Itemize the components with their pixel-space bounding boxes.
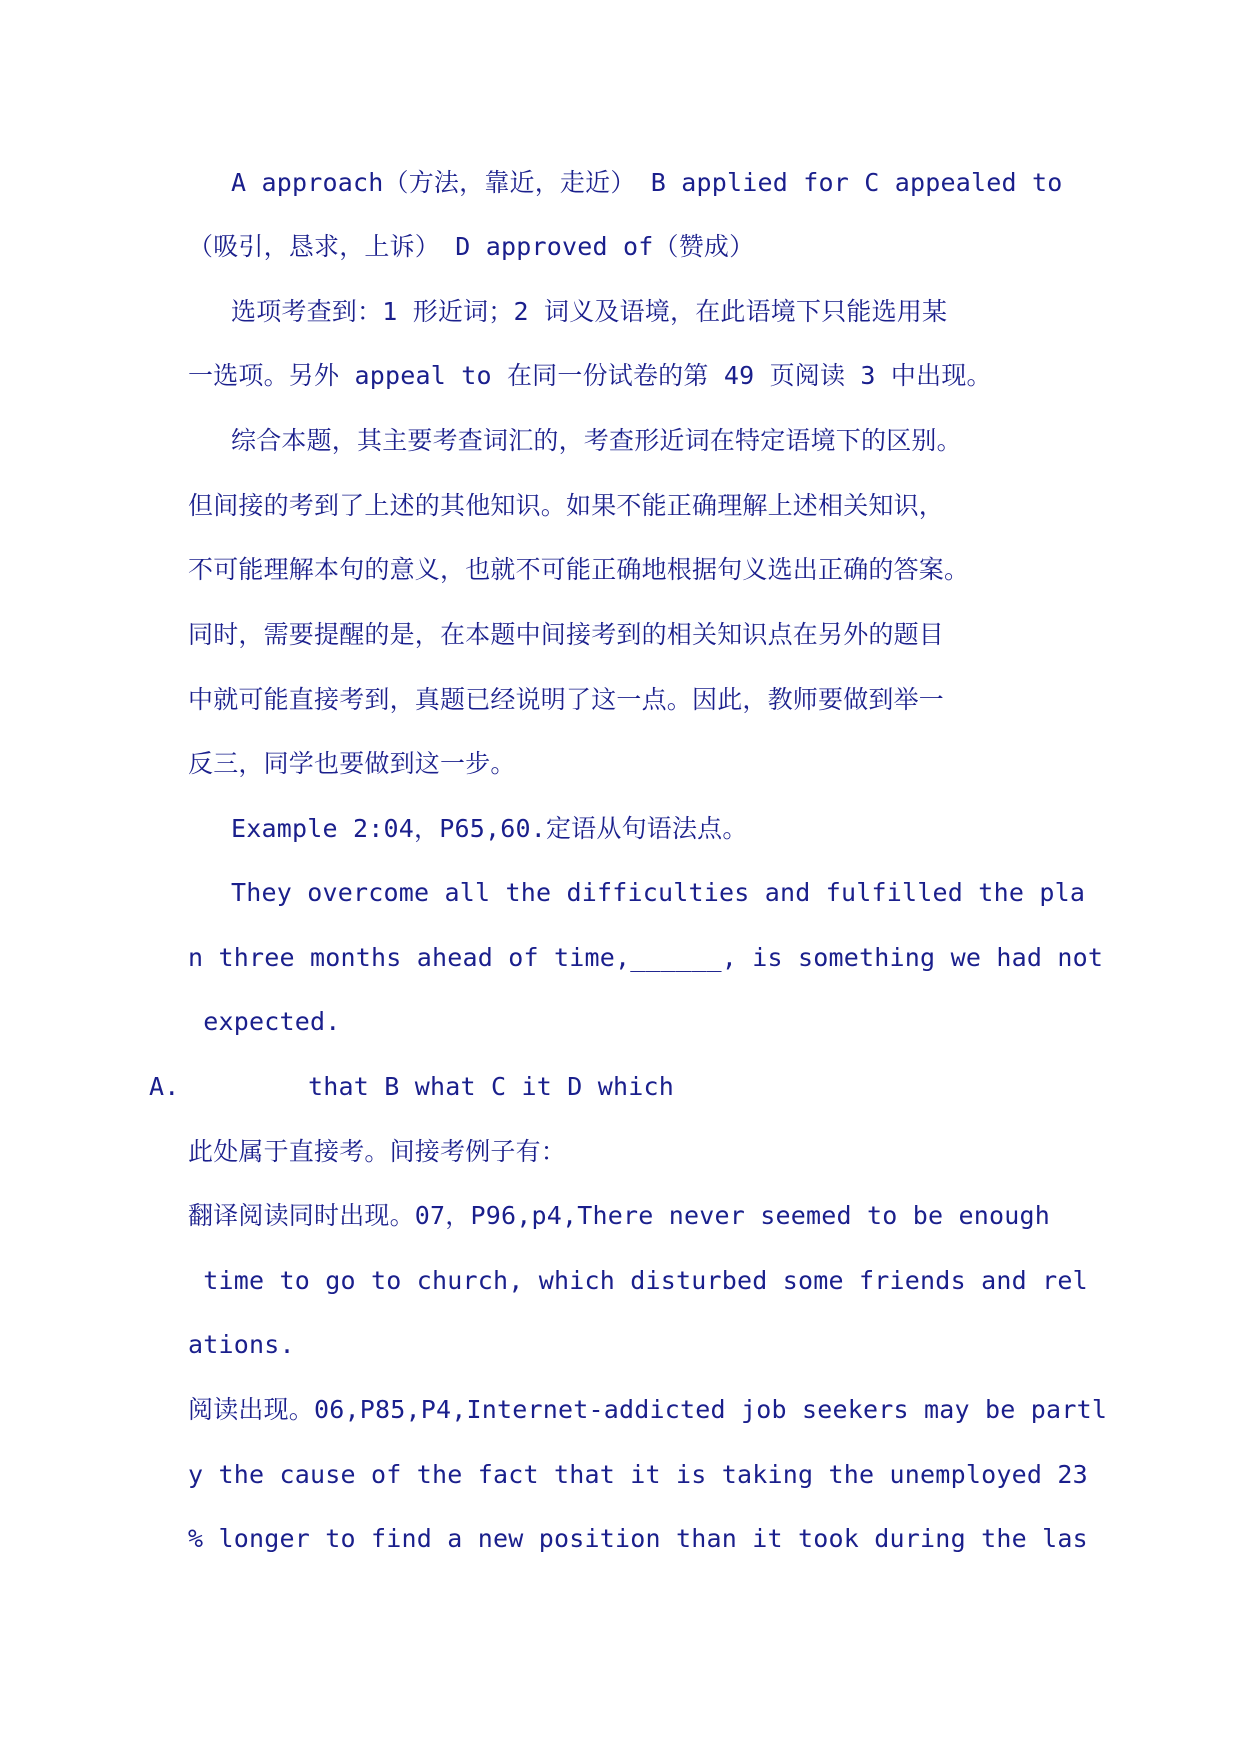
text-line: Example 2:04，P65,60.定语从句语法点。 — [231, 814, 748, 843]
list-marker: A. — [149, 1072, 180, 1101]
text-line: y the cause of the fact that it is taking the unemployed 23 — [188, 1460, 1088, 1489]
text-line: that B what C it D which — [308, 1072, 675, 1101]
text-line: 选项考查到：1 形近词；2 词义及语境，在此语境下只能选用某 — [231, 297, 948, 326]
text-line: 但间接的考到了上述的其他知识。如果不能正确理解上述相关知识， — [188, 491, 945, 520]
text-line: ations. — [188, 1330, 295, 1359]
text-line: 综合本题，其主要考查词汇的，考查形近词在特定语境下的区别。 — [231, 426, 962, 455]
text-line: 阅读出现。06,P85,P4,Internet-addicted job seekers may be partl — [188, 1395, 1108, 1424]
text-line: time to go to church, which disturbed some friends and rel — [188, 1266, 1088, 1295]
text-line: 此处属于直接考。间接考例子有： — [188, 1137, 567, 1166]
text-line: A approach（方法，靠近，走近） B applied for C appealed to — [231, 168, 1063, 197]
text-line: % longer to find a new position than it took during the las — [188, 1524, 1088, 1553]
text-line: 中就可能直接考到，真题已经说明了这一点。因此，教师要做到举一 — [188, 685, 945, 714]
text-line: （吸引，恳求，上诉） D approved of（赞成） — [188, 232, 755, 261]
text-line: expected. — [188, 1007, 341, 1036]
text-line: 一选项。另外 appeal to 在同一份试卷的第 49 页阅读 3 中出现。 — [188, 361, 992, 390]
text-line: n three months ahead of time,______, is something we had not — [188, 943, 1104, 972]
text-line: They overcome all the difficulties and fulfilled the pla — [231, 878, 1086, 907]
text-line: 同时，需要提醒的是，在本题中间接考到的相关知识点在另外的题目 — [188, 620, 945, 649]
text-line: 翻译阅读同时出现。07，P96,p4,There never seemed to be enough — [188, 1201, 1051, 1230]
text-line: 反三，同学也要做到这一步。 — [188, 749, 516, 778]
text-line: 不可能理解本句的意义，也就不可能正确地根据句义选出正确的答案。 — [188, 555, 970, 584]
